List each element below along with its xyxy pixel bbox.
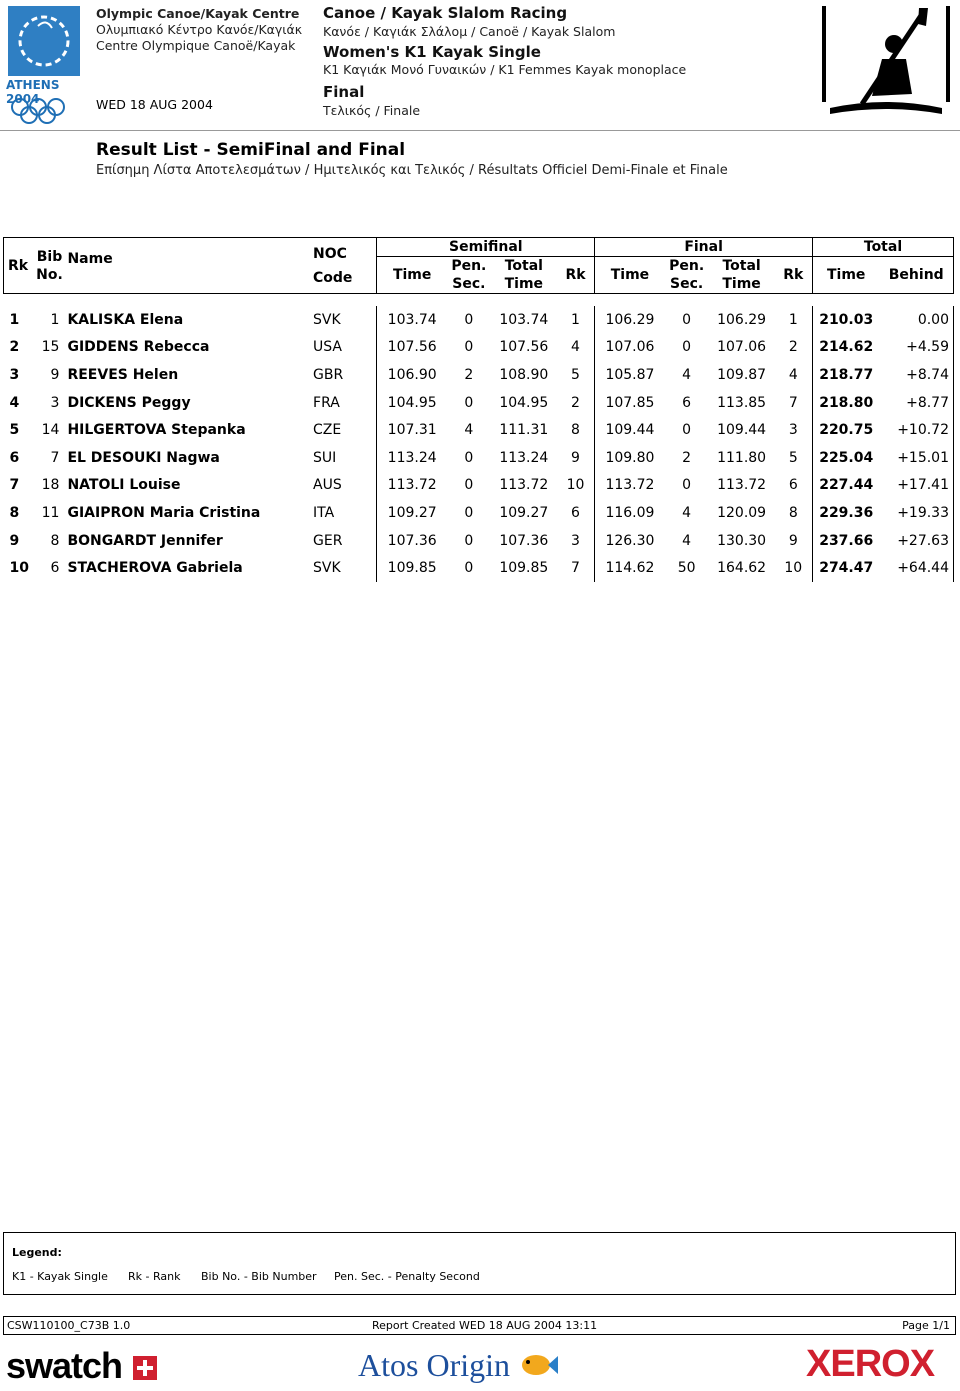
noc-cell: SVK (313, 311, 341, 328)
fish-icon (518, 1350, 558, 1388)
bib-cell: 18 (41, 477, 60, 494)
f-pen-cell: 2 (682, 449, 692, 466)
col-bib (31, 238, 67, 294)
behind-cell: +10.72 (879, 416, 953, 444)
sf-time-cell: 103.74 (377, 306, 447, 334)
table-row (4, 554, 954, 582)
athlete-name-cell: GIAIPRON Maria Cristina (67, 504, 261, 521)
noc-cell: GBR (313, 366, 344, 383)
event-block (323, 6, 686, 118)
legend-item-pen: Pen. Sec. - Penalty Second (334, 1270, 480, 1283)
col-f-pen-label: Pen. (669, 258, 705, 274)
atos-origin-text: Atos Origin (358, 1347, 510, 1383)
f-pen-cell: 4 (682, 532, 692, 549)
sf-rank-cell: 4 (571, 339, 580, 356)
rank-cell: 4 (9, 394, 20, 411)
sf-rank-cell: 5 (571, 366, 580, 383)
kayak-pictogram-icon (822, 4, 950, 122)
behind-cell: +27.63 (879, 527, 953, 555)
noc-cell: CZE (313, 422, 342, 439)
rank-cell: 10 (9, 560, 29, 577)
f-time-cell: 109.44 (595, 416, 665, 444)
col-f-time: Time (595, 257, 665, 294)
sf-rank-cell: 9 (571, 449, 580, 466)
col-sf-rk: Rk (557, 257, 595, 294)
sf-pen-cell: 0 (464, 449, 474, 466)
sf-pen-cell: 0 (464, 394, 474, 411)
f-time-cell: 106.29 (595, 306, 665, 334)
f-time-cell: 114.62 (595, 554, 665, 582)
sf-total-cell: 113.24 (499, 449, 549, 466)
sf-time-cell: 113.24 (377, 444, 447, 472)
bib-cell: 6 (50, 560, 60, 577)
sf-time-cell: 107.36 (377, 527, 447, 555)
col-sf-sec-label: Sec. (452, 276, 486, 292)
sf-pen-cell: 4 (464, 422, 474, 439)
col-sf-total-label: Total (504, 258, 543, 274)
total-time-cell: 227.44 (813, 472, 880, 500)
f-time-cell: 116.09 (595, 499, 665, 527)
phase-title: Final (323, 83, 365, 101)
table-row (4, 416, 954, 444)
event-title: Women's K1 Kayak Single (323, 43, 541, 61)
col-sf-pen (447, 257, 491, 294)
sf-total-cell: 109.85 (499, 560, 549, 577)
total-time-cell: 210.03 (813, 306, 880, 334)
group-semifinal: Semifinal (377, 238, 595, 257)
f-total-cell: 106.29 (717, 311, 767, 328)
f-time-cell: 126.30 (595, 527, 665, 555)
behind-cell: +19.33 (879, 499, 953, 527)
sf-total-cell: 108.90 (499, 366, 549, 383)
sf-total-cell: 107.56 (499, 339, 549, 356)
sport-subtitle: Κανόε / Καγιάκ Σλάλομ / Canoë / Kayak Slalom (323, 24, 616, 39)
col-sf-pen-label: Pen. (451, 258, 487, 274)
behind-cell: 0.00 (879, 306, 953, 334)
rank-cell: 3 (9, 366, 20, 383)
footer-bar (3, 1316, 956, 1335)
f-total-cell: 113.72 (717, 477, 767, 494)
sf-time-cell: 109.27 (377, 499, 447, 527)
rank-cell: 5 (9, 422, 20, 439)
swiss-cross-icon (133, 1356, 157, 1380)
sf-rank-cell: 7 (571, 560, 580, 577)
athlete-name-cell: STACHEROVA Gabriela (67, 560, 243, 577)
bib-cell: 8 (50, 532, 60, 549)
sf-time-cell: 109.85 (377, 554, 447, 582)
f-total-cell: 120.09 (717, 504, 767, 521)
sf-total-cell: 107.36 (499, 532, 549, 549)
total-time-cell: 218.77 (813, 361, 880, 389)
legend-item-k1: K1 - Kayak Single (12, 1270, 108, 1283)
xerox-logo: XEROX (806, 1343, 935, 1385)
f-time-cell: 113.72 (595, 472, 665, 500)
header-spacer (4, 294, 954, 307)
legend-title: Legend: (12, 1246, 62, 1259)
sf-pen-cell: 0 (464, 311, 474, 328)
bib-cell: 1 (50, 311, 60, 328)
f-total-cell: 113.85 (717, 394, 767, 411)
header-row-1 (4, 238, 954, 257)
group-final: Final (595, 238, 813, 257)
sf-total-cell: 103.74 (499, 311, 549, 328)
f-pen-cell: 0 (682, 339, 692, 356)
athlete-name-cell: GIDDENS Rebecca (67, 339, 210, 356)
table-row (4, 334, 954, 362)
sf-rank-cell: 8 (571, 422, 580, 439)
rank-cell: 2 (9, 339, 20, 356)
page-title: Result List - SemiFinal and Final (96, 140, 406, 160)
f-pen-cell: 0 (682, 422, 692, 439)
total-time-cell: 229.36 (813, 499, 880, 527)
total-time-cell: 214.62 (813, 334, 880, 362)
legend-item-rk: Rk - Rank (128, 1270, 181, 1283)
legend-item-bib: Bib No. - Bib Number (201, 1270, 317, 1283)
total-time-cell: 220.75 (813, 416, 880, 444)
page-subtitle: Επίσημη Λίστα Αποτελεσμάτων / Ημιτελικός και Τελικός / Résultats Officiel Demi-Finale et Finale (96, 163, 728, 178)
f-time-cell: 109.80 (595, 444, 665, 472)
behind-cell: +8.77 (879, 389, 953, 417)
noc-cell: SVK (313, 560, 341, 577)
sf-time-cell: 107.56 (377, 334, 447, 362)
bib-cell: 9 (50, 366, 60, 383)
bib-cell: 14 (41, 422, 60, 439)
f-rank-cell: 1 (788, 311, 798, 328)
sf-time-cell: 107.31 (377, 416, 447, 444)
f-rank-cell: 7 (788, 394, 798, 411)
venue-name-fr: Centre Olympique Canoë/Kayak (96, 38, 296, 53)
atos-origin-logo (358, 1347, 558, 1388)
behind-cell: +17.41 (879, 472, 953, 500)
sf-pen-cell: 0 (464, 477, 474, 494)
athlete-name-cell: BONGARDT Jennifer (67, 532, 223, 549)
athlete-name-cell: HILGERTOVA Stepanka (67, 422, 246, 439)
venue-block (96, 6, 302, 54)
total-time-cell: 225.04 (813, 444, 880, 472)
noc-cell: AUS (313, 477, 342, 494)
noc-cell: ITA (313, 504, 335, 521)
phase-subtitle: Τελικός / Finale (323, 103, 421, 118)
header-date: WED 18 AUG 2004 (96, 97, 213, 112)
sf-total-cell: 104.95 (499, 394, 549, 411)
sf-total-cell: 111.31 (499, 422, 549, 439)
f-total-cell: 130.30 (717, 532, 767, 549)
sport-title: Canoe / Kayak Slalom Racing (323, 4, 568, 22)
header-divider (0, 130, 960, 131)
sf-total-cell: 113.72 (499, 477, 549, 494)
f-pen-cell: 0 (682, 477, 692, 494)
table-row (4, 361, 954, 389)
venue-name-el: Ολυμπιακό Κέντρο Κανόε/Καγιάκ (96, 22, 303, 37)
col-f-sec-label: Sec. (670, 276, 704, 292)
sf-pen-cell: 0 (464, 504, 474, 521)
table-row (4, 306, 954, 334)
sf-rank-cell: 6 (571, 504, 580, 521)
f-total-cell: 111.80 (717, 449, 767, 466)
athlete-name-cell: DICKENS Peggy (67, 394, 191, 411)
f-rank-cell: 5 (788, 449, 798, 466)
col-behind: Behind (879, 257, 953, 294)
footer-report-created: Report Created WED 18 AUG 2004 13:11 (372, 1319, 598, 1332)
col-bib-no: No. (36, 266, 63, 283)
sf-rank-cell: 10 (566, 477, 585, 494)
f-time-cell: 105.87 (595, 361, 665, 389)
col-sf-total-time-label: Time (504, 276, 544, 292)
col-sf-total (491, 257, 557, 294)
col-sf-time: Time (377, 257, 447, 294)
f-rank-cell: 4 (788, 366, 798, 383)
event-subtitle: K1 Καγιάκ Μονό Γυναικών / K1 Femmes Kayak monoplace (323, 62, 687, 77)
bib-cell: 15 (41, 339, 60, 356)
col-rk: Rk (4, 238, 32, 294)
noc-cell: FRA (313, 394, 340, 411)
noc-cell: SUI (313, 449, 337, 466)
sf-time-cell: 106.90 (377, 361, 447, 389)
f-pen-cell: 0 (682, 311, 692, 328)
behind-cell: +8.74 (879, 361, 953, 389)
sf-rank-cell: 1 (571, 311, 580, 328)
total-time-cell: 237.66 (813, 527, 880, 555)
rank-cell: 7 (9, 477, 20, 494)
swatch-logo-text: swatch (6, 1345, 123, 1386)
total-time-cell: 218.80 (813, 389, 880, 417)
col-name: Name (67, 238, 313, 294)
col-f-total-time-label: Time (722, 276, 761, 292)
total-time-cell: 274.47 (813, 554, 880, 582)
f-total-cell: 164.62 (717, 560, 767, 577)
group-total: Total (813, 238, 954, 257)
bib-cell: 3 (50, 394, 60, 411)
rank-cell: 9 (9, 532, 20, 549)
athlete-name-cell: NATOLI Louise (67, 477, 181, 494)
sf-rank-cell: 3 (571, 532, 580, 549)
col-f-rk: Rk (775, 257, 813, 294)
results-table (3, 237, 954, 582)
col-f-total (709, 257, 775, 294)
athens-logo-text: ATHENS 2004 (6, 78, 60, 106)
sf-time-cell: 104.95 (377, 389, 447, 417)
table-row (4, 499, 954, 527)
rank-cell: 1 (9, 311, 20, 328)
behind-cell: +64.44 (879, 554, 953, 582)
bib-cell: 7 (50, 449, 60, 466)
swatch-logo (6, 1345, 157, 1387)
table-row (4, 472, 954, 500)
athens-emblem (8, 6, 80, 76)
table-row (4, 444, 954, 472)
f-total-cell: 107.06 (717, 339, 767, 356)
f-time-cell: 107.85 (595, 389, 665, 417)
sf-pen-cell: 0 (464, 532, 474, 549)
sf-total-cell: 109.27 (499, 504, 549, 521)
athlete-name-cell: EL DESOUKI Nagwa (67, 449, 220, 466)
col-noc-code: Code (313, 269, 353, 286)
f-total-cell: 109.87 (717, 366, 767, 383)
behind-cell: +15.01 (879, 444, 953, 472)
f-rank-cell: 10 (784, 560, 803, 577)
f-total-cell: 109.44 (717, 422, 767, 439)
f-rank-cell: 6 (788, 477, 798, 494)
footer-code: CSW110100_C73B 1.0 (7, 1319, 131, 1332)
col-noc (313, 238, 377, 294)
sf-rank-cell: 2 (571, 394, 580, 411)
noc-cell: USA (313, 339, 342, 356)
f-pen-cell: 6 (682, 394, 692, 411)
olympic-rings-icon (8, 96, 88, 126)
f-rank-cell: 8 (788, 504, 798, 521)
f-rank-cell: 2 (788, 339, 798, 356)
table-row (4, 389, 954, 417)
sf-pen-cell: 0 (464, 339, 474, 356)
sf-time-cell: 113.72 (377, 472, 447, 500)
f-pen-cell: 4 (682, 366, 692, 383)
venue-name-en: Olympic Canoe/Kayak Centre (96, 6, 300, 21)
col-bib-label: Bib (36, 248, 63, 265)
col-f-pen (665, 257, 709, 294)
f-time-cell: 107.06 (595, 334, 665, 362)
footer-page: Page 1/1 (902, 1319, 950, 1332)
rank-cell: 6 (9, 449, 20, 466)
f-pen-cell: 4 (682, 504, 692, 521)
results-body (4, 306, 954, 582)
sf-pen-cell: 0 (464, 560, 474, 577)
athlete-name-cell: REEVES Helen (67, 366, 179, 383)
noc-cell: GER (313, 532, 343, 549)
f-rank-cell: 9 (788, 532, 798, 549)
col-total-time: Time (813, 257, 880, 294)
col-noc-label: NOC (313, 245, 347, 262)
f-pen-cell: 50 (677, 560, 696, 577)
f-rank-cell: 3 (788, 422, 798, 439)
legend-box (3, 1232, 956, 1295)
behind-cell: +4.59 (879, 334, 953, 362)
rank-cell: 8 (9, 504, 20, 521)
bib-cell: 11 (41, 504, 60, 521)
col-f-total-label: Total (722, 258, 761, 274)
sf-pen-cell: 2 (464, 366, 474, 383)
athlete-name-cell: KALISKA Elena (67, 311, 184, 328)
table-row (4, 527, 954, 555)
